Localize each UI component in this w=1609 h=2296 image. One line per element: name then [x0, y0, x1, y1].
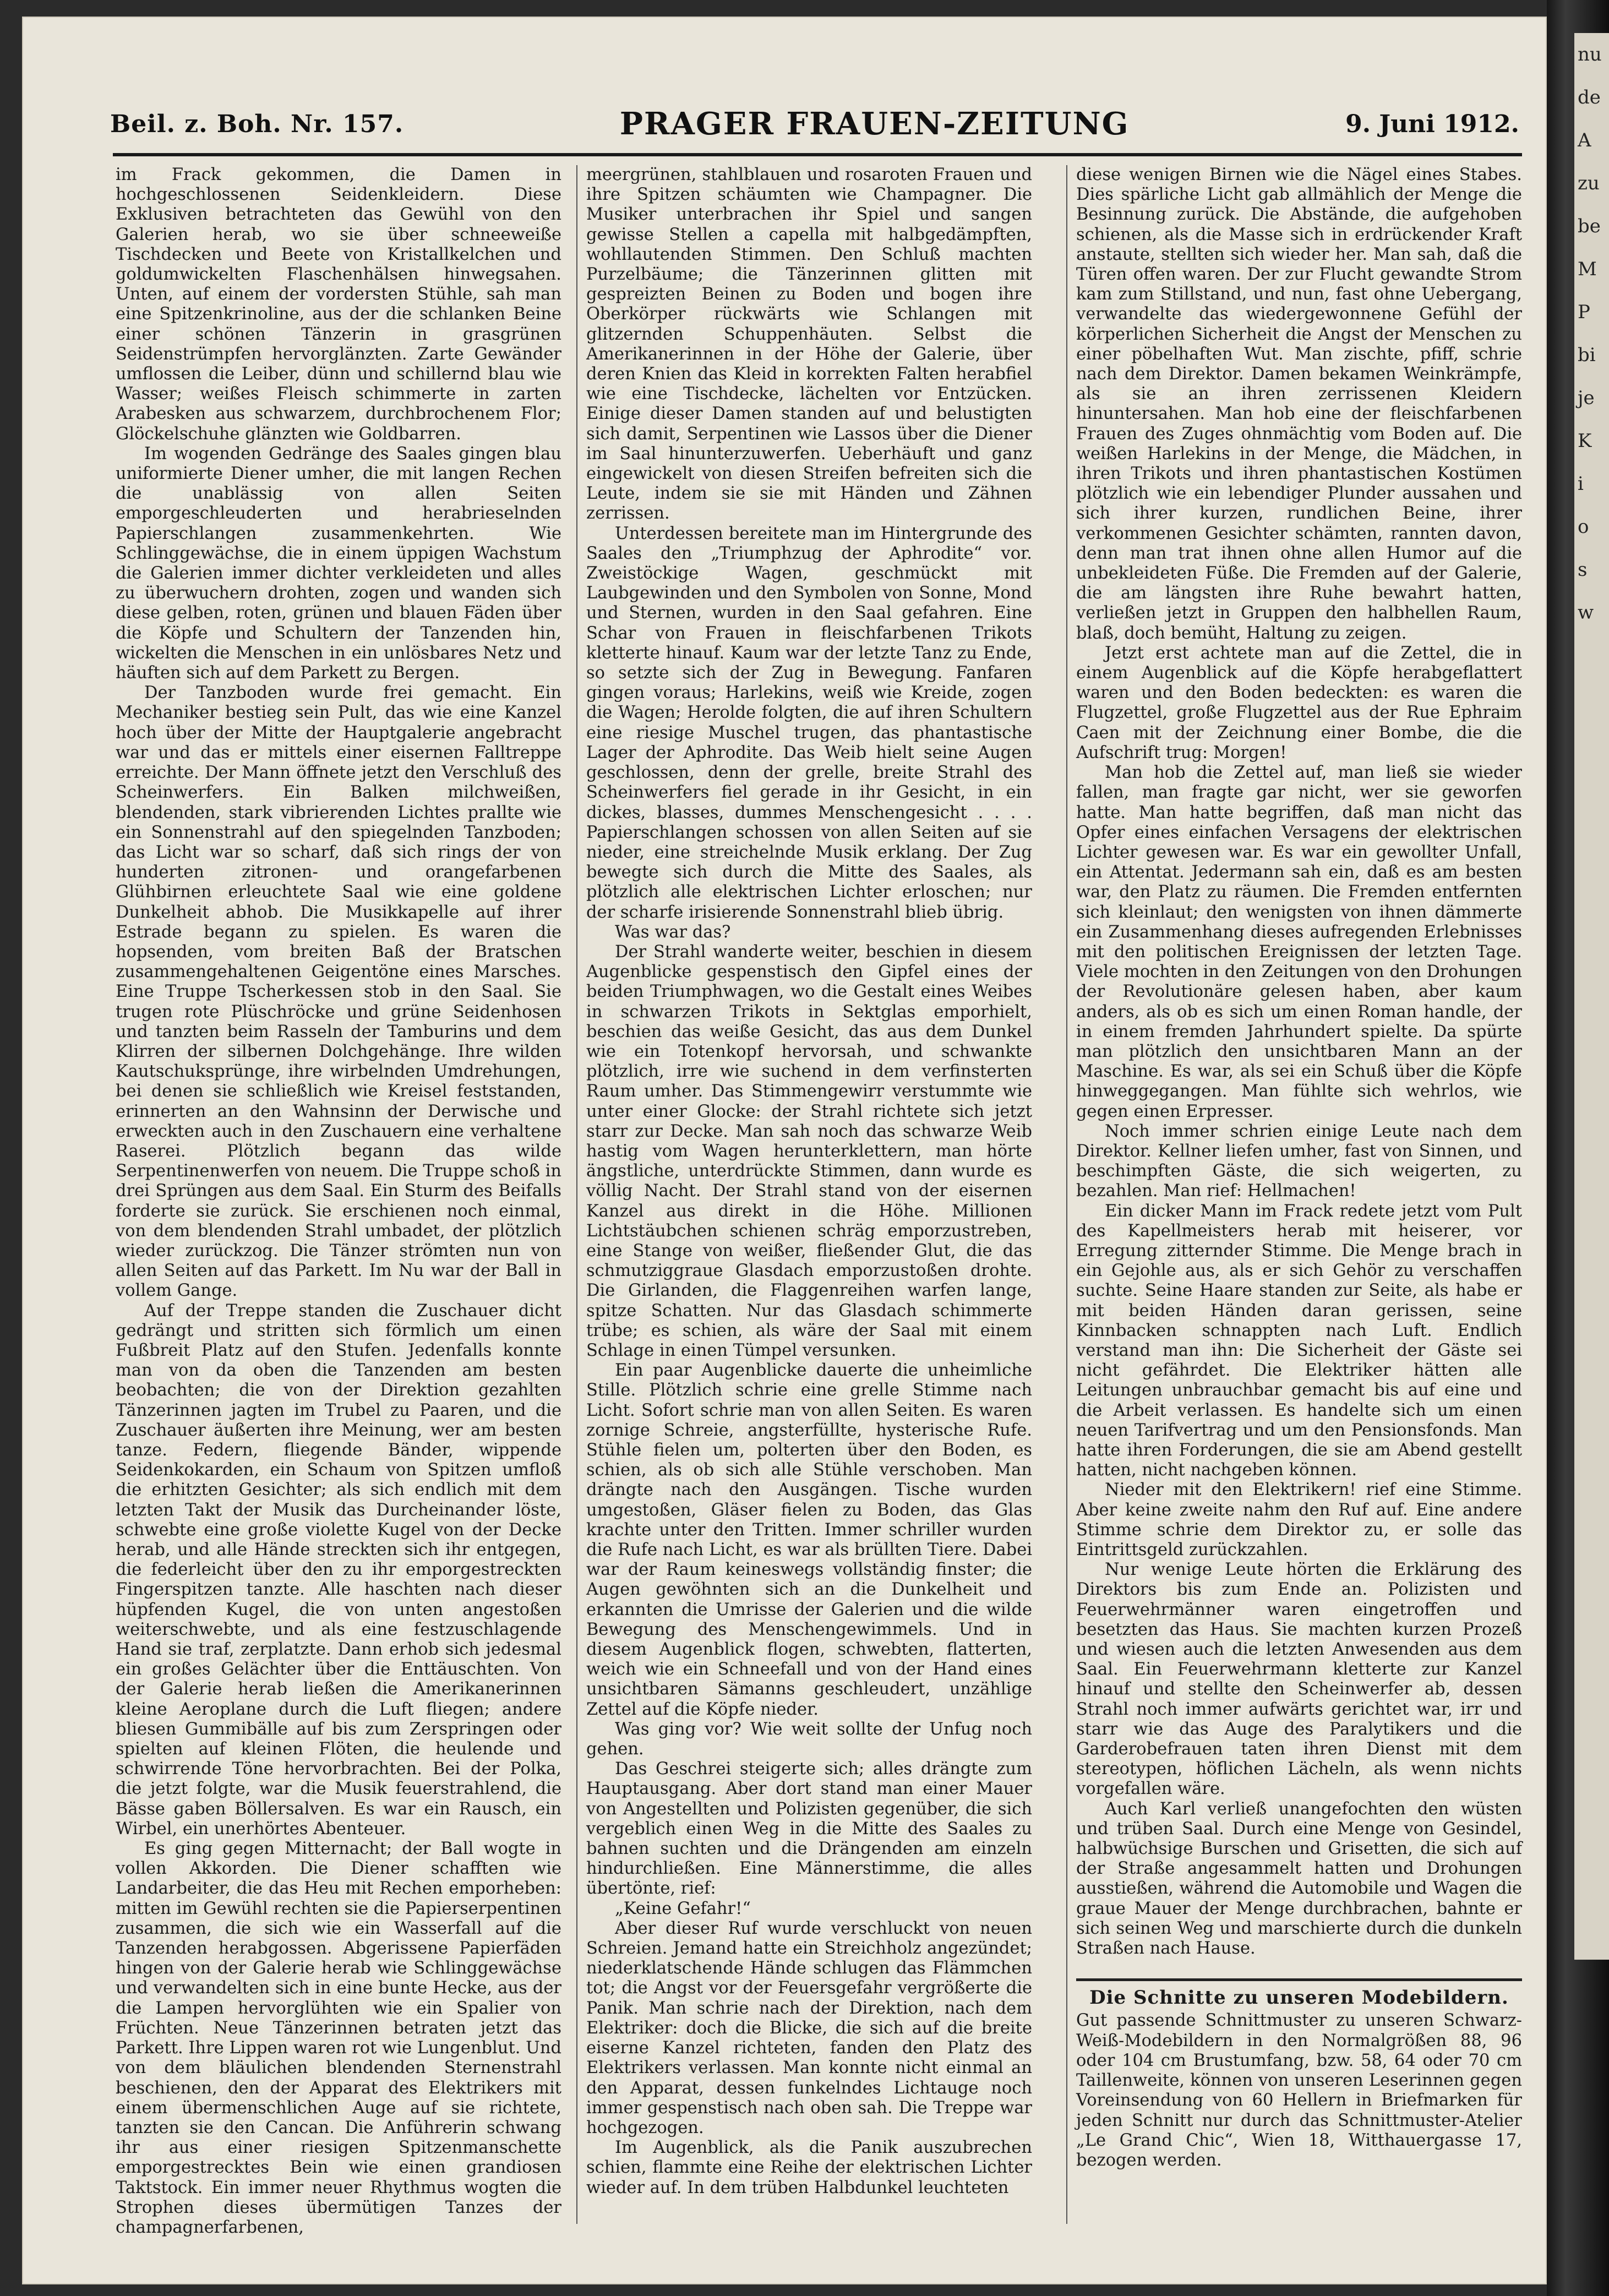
edge-fragment-text: A — [1578, 129, 1591, 151]
paragraph: Unterdessen bereitete man im Hintergrunde des Saales den „Triumphzug der Aphrodite“ vor. Zweistöckige Wagen, geschmückt mit Laubgewinden und den Symbolen von Sonne, Mond und Sternen, wurden in den Saal gefahren. Eine Schar von Frauen in fleischfarbenen Trikots kletterte hinauf. Kaum war der letzte Tanz zu Ende, so setzte sich der Zug in Bewegung. Fanfaren gingen voraus; Harlekins, weiß wie Kreide, zogen die Wagen; Herolde folgten, die auf ihren Schultern eine riesige Muschel trugen, das phantastische Lager der Aphrodite. Das Weib hielt seine Augen geschlossen, denn der grelle, breite Strahl des Scheinwerfers fiel gerade in ihr Gesicht, in ein dickes, blasses, dummes Menschengesicht . . . . Papierschlangen schossen von allen Seiten auf sie nieder, eine streichelnde Musik erklang. Der Zug bewegte sich durch die Mitte des Saales, als plötzlich alle elektrischen Lichter erloschen; nur der scharfe irisierende Sonnenstrahl blieb übrig. — [586, 523, 1032, 922]
paragraph: Im wogenden Gedränge des Saales gingen blau uniformierte Diener umher, die mit langen Rechen die unablässig von allen Seiten emporgeschleuderten und herabrieselnden Papierschlangen zusammenkehrten. Wie Schlinggewächse, die in einem üppigen Wachstum die Galerien immer dichter verkleideten und alles zu überwuchern drohten, zogen und wanden sich diese gelben, roten, grünen und blauen Fäden über die Köpfe und Schultern der Tanzenden hin, wickelten die Menschen in ein unlösbares Netz und häuften sich auf dem Parkett zu Bergen. — [116, 444, 561, 683]
text-column-2 — [586, 165, 1032, 2224]
header-rule — [113, 153, 1522, 156]
newspaper-title: PRAGER FRAUEN-ZEITUNG — [619, 106, 1130, 142]
paragraph: meergrünen, stahlblauen und rosaroten Frauen und ihre Spitzen schäumten wie Champagner. Die Musiker unterbrachen ihr Spiel und sangen gewisse Stellen a capella mit halbgedämpften, wohllautenden Stimmen. Den Schluß machten Purzelbäume; die Tänzerinnen glitten mit gespreizten Beinen zu Boden und bogen ihre Oberkörper rückwärts wie Schlangen mit glitzernden Schuppenhäuten. Selbst die Amerikanerinnen in der Höhe der Galerie, über deren Knien das Kleid in korrekten Falten herabfiel wie eine Tischdecke, lächelten vor Entzücken. Einige dieser Damen standen auf und belustigten sich damit, Serpentinen wie Lassos über die Diener im Saal hinunterzuwerfen. Ueberhäuft und ganz eingewickelt von diesen Streifen befreiten sich die Leute, indem sie sie mit Händen und Zähnen zerrissen. — [586, 165, 1032, 523]
paragraph: Der Tanzboden wurde frei gemacht. Ein Mechaniker bestieg sein Pult, das wie eine Kanzel hoch über der Mitte der Hauptgalerie angebracht war und das er mittels einer eisernen Falltreppe erreichte. Der Mann öffnete jetzt den Verschluß des Scheinwerfers. Ein Balken milchweißen, blendenden, stark vibrierenden Lichtes prallte wie ein Sonnenstrahl auf den spiegelnden Tanzboden; das Licht war so scharf, daß sich rings der von hunderten zitronen- und orangefarbenen Glühbirnen erleuchtete Saal wie eine goldene Dunkelheit abhob. Die Musikkapelle auf ihrer Estrade begann zu spielen. Es waren die hopsenden, vom breiten Baß der Bratschen zusammengehaltenen Geigentöne eines Marsches. Eine Truppe Tscherkessen stob in den Saal. Sie trugen rote Plüschröcke und grüne Seidenhosen und tanzten beim Rasseln der Tamburins und dem Klirren der silbernen Dolchgehänge. Ihre wilden Kautschuksprünge, ihre wirbelnden Umdrehungen, bei denen sie schließlich wie Kreisel feststanden, erinnerten an den Wahnsinn der Derwische und erweckten auch in den Zuschauern eine verhaltene Raserei. Plötzlich begann das wilde Serpentinenwerfen von neuem. Die Truppe schoß in drei Sprüngen aus dem Saal. Ein Sturm des Beifalls forderte sie zurück. Sie erschienen noch einmal, von dem blendenden Strahl umbadet, der plötzlich wieder zurückzog. Die Tänzer strömten nun von allen Seiten auf das Parkett. Im Nu war der Ball in vollem Gange. — [116, 683, 561, 1301]
edge-fragment-text: de — [1578, 86, 1601, 108]
issue-number: Beil. z. Boh. Nr. 157. — [110, 110, 404, 138]
edge-fragment-text: i — [1578, 473, 1584, 495]
paragraph: Nur wenige Leute hörten die Erklärung des Direktors bis zum Ende an. Polizisten und Feuerwehrmänner waren eingetroffen und besetzten das Haus. Sie machten kurzen Prozeß und wiesen auch die letzten Anwesenden aus dem Saal. Ein Feuerwehrmann kletterte zur Kanzel hinauf und stellte den Scheinwerfer ab, dessen Strahl noch immer aufwärts gerichtet war, irr und starr wie das Auge des Paralytikers und die Garderobefrauen taten ihren Dienst mit dem stereotypen, höflichen Lächeln, als wenn nichts vorgefallen wäre. — [1076, 1560, 1522, 1799]
paragraph: „Keine Gefahr!“ — [615, 1899, 751, 1918]
edge-fragment-text: K — [1578, 430, 1592, 452]
edge-fragment-text: w — [1578, 602, 1594, 624]
edge-fragment-text: be — [1578, 215, 1601, 237]
paragraph: Im Augenblick, als die Panik auszubrechen schien, flammte eine Reihe der elektrischen Lichter wieder auf. In dem trüben Halbdunkel leuchteten — [586, 2138, 1032, 2197]
edge-fragment-text: bi — [1578, 344, 1596, 366]
paragraph: Der Strahl wanderte weiter, beschien in diesem Augenblicke gespenstisch den Gipfel eines der beiden Triumphwagen, wo die Gestalt eines Weibes in schwarzen Trikots in Sektglas emporhielt, beschien das weiße Gesicht, das aus dem Dunkel wie ein Totenkopf hervorsah, und schwankte plötzlich, irre wie suchend in dem verfinsterten Raum umher. Das Stimmengewirr verstummte wie unter einer Glocke: der Strahl richtete sich jetzt starr zur Decke. Man sah noch das schwarze Weib hastig vom Wagen herunterklettern, man hörte ängstliche, unterdrückte Stimmen, dann wurde es völlig Nacht. Der Strahl stand von der eisernen Kanzel aus direkt in die Höhe. Millionen Lichtstäubchen schienen schräg emporzustreben, eine Stange von weißer, fließender Glut, die das schmutziggraue Glasdach emporzustoßen drohte. Die Girlanden, die Flaggenreihen warfen lange, spitze Schatten. Nur das Glasdach schimmerte trübe; es schien, als wäre der Saal mit einem Schlage in einen Tümpel versunken. — [586, 942, 1032, 1360]
notice-title: Die Schnitte zu unseren Modebildern. — [1089, 1987, 1509, 2009]
paragraph: Auch Karl verließ unangefochten den wüsten und trüben Saal. Durch eine Menge von Gesindel, halbwüchsige Burschen und Grisetten, die sich auf der Straße angesammelt hatten und Drohungen ausstießen, während die Automobile und Wagen die graue Mauer der Menge durchbrachen, bahnte er sich seinen Weg und marschierte durch die dunkeln Straßen nach Hause. — [1076, 1799, 1522, 1959]
text-column-1 — [116, 165, 561, 2237]
notice-text: Gut passende Schnittmuster zu unseren Schwarz-Weiß-Modebildern in den Normalgrößen 88, 96 oder 104 cm Brustumfang, bzw. 58, 64 oder 70 cm Taillenweite, können von unseren Leserinnen gegen Voreinsendung von 60 Hellern in Briefmarken für jeden Schnitt nur durch das Schnittmuster-Atelier „Le Grand Chic“, Wien 18, Witthauergasse 17, bezogen werden. — [1076, 2011, 1522, 2170]
paragraph: Nieder mit den Elektrikern! rief eine Stimme. Aber keine zweite nahm den Ruf auf. Eine andere Stimme schrie dem Direktor zu, er solle das Eintrittsgeld zurückzahlen. — [1076, 1480, 1522, 1560]
paragraph: Was war das? — [615, 922, 731, 942]
page-header — [110, 99, 1519, 149]
paragraph: Noch immer schrien einige Leute nach dem Direktor. Kellner liefen umher, fast von Sinnen, und beschimpften Gäste, die sich weigerten, zu bezahlen. Man rief: Hellmachen! — [1076, 1121, 1522, 1201]
edge-fragment-text: o — [1578, 516, 1589, 538]
column-divider-1 — [576, 165, 577, 2224]
paragraph: diese wenigen Birnen wie die Nägel eines Stabes. Dies spärliche Licht gab allmählich der Menge die Besinnung zurück. Die Abstände, die aufgehoben schienen, als die Masse sich in erdrückender Kraft anstaute, stellten sich wieder her. Man sah, daß die Türen offen waren. Der zur Flucht gewandte Strom kam zum Stillstand, und nun, fast ohne Uebergang, verwandelte das wiedergewonnene Gefühl der körperlichen Sicherheit die Angst der Menschen zu einer pöbelhaften Wut. Man zischte, pfiff, schrie nach dem Direktor. Damen bekamen Weinkrämpfe, als sie an ihren zerrissenen Kleidern hinuntersahen. Man hob eine der fleischfarbenen Frauen des Zuges ohnmächtig vom Boden auf. Die weißen Harlekins in der Menge, die Mädchen, in ihren Trikots und ihren phantastischen Kostümen plötzlich wie ein lebendiger Plunder aussahen und sich ihrer kurzen, rundlichen Beine, ihrer verkommenen Gesichter schämten, rannten davon, denn man trat ihnen ohne allen Humor auf die unbekleideten Füße. Die Fremden auf der Galerie, die am längsten ihre Ruhe bewahrt hatten, verließen jetzt in Gruppen den halbhellen Raum, blaß, doch bemüht, Haltung zu zeigen. — [1076, 165, 1522, 643]
edge-fragment-text: zu — [1578, 172, 1600, 194]
edge-fragment-text: je — [1578, 387, 1595, 409]
edge-fragment-text: s — [1578, 559, 1588, 581]
paragraph: Was ging vor? Wie weit sollte der Unfug noch gehen. — [586, 1719, 1032, 1759]
paragraph: Jetzt erst achtete man auf die Zettel, die in einem Augenblick auf die Köpfe herabgeflattert waren und den Boden bedeckten: es waren die Flugzettel, große Flugzettel aus der Rue Ephraim Caen mit der Zeichnung einer Bombe, die die Aufschrift trug: Morgen! — [1076, 643, 1522, 762]
paragraph: Aber dieser Ruf wurde verschluckt von neuen Schreien. Jemand hatte ein Streichholz angezündet; niederklatschende Hände schlugen das Flämmchen tot; die Angst vor der Feuersgefahr vergrößerte die Panik. Man schrie nach der Direktion, nach dem Elektriker: doch die Blicke, die sich auf die breite eiserne Kanzel richteten, fanden den Platz des Elektrikers verlassen. Man konnte nicht einmal an den Apparat, dessen funkelndes Lichtauge noch immer gespenstisch nach oben sah. Die Treppe war hochgezogen. — [586, 1918, 1032, 2137]
pattern-notice-box — [1076, 1978, 1522, 2170]
paragraph: Auf der Treppe standen die Zuschauer dicht gedrängt und stritten sich förmlich um einen Fußbreit Platz auf den Stufen. Jedenfalls konnte man von da oben die Tanzenden am besten beobachten; die von der Direktion gezahlten Tänzerinnen jagten im Trubel zu Paaren, und die Zuschauer äußerten ihre Meinung, wer am besten tanze. Federn, fliegende Bänder, wippende Seidenkokarden, ein Schaum von Spitzen umfloß die erhitzten Gesichter; als sich endlich mit dem letzten Takt der Musik das Durcheinander löste, schwebte eine große violette Kugel von der Decke herab, und alle Hände streckten sich ihr entgegen, die federleicht über den zu ihr emporgestreckten Fingerspitzen tanzte. Alle haschten nach dieser hüpfenden Kugel, die von unten angestoßen weiterschwebte, und als eine festzuschlagende Hand sie traf, zerplatzte. Dann erhob sich jedesmal ein großes Gelächter über die Enttäuschten. Von der Galerie herab ließen die Amerikanerinnen kleine Aeroplane durch die Luft fliegen; andere bliesen Gummibälle auf bis zum Zerspringen oder spielten auf kleinen Flöten, die heulende und schwirrende Töne hervorbrachten. Bei der Polka, die jetzt folgte, war die Musik feuerstrahlend, die Bässe gaben Böllersalven. Es war ein Rausch, ein Wirbel, ein unerhörtes Abenteuer. — [116, 1301, 561, 1839]
text-column-3 — [1076, 165, 1522, 2224]
paragraph: Ein dicker Mann im Frack redete jetzt vom Pult des Kapellmeisters herab mit heiserer, vor Erregung zitternder Stimme. Die Menge brach in ein Gejohle aus, als er sich Gehör zu verschaffen suchte. Seine Haare standen zur Seite, als habe er mit beiden Händen daran gerissen, seine Kinnbacken schnappten nach Luft. Endlich verstand man ihn: Die Sicherheit der Gäste sei nicht gefährdet. Die Elektriker hätten alle Leitungen unbrauchbar gemacht bis auf eine und die Arbeit verlassen. Es handelte sich um einen neuen Tarifvertrag und um den Pensionsfonds. Man hatte ihren Forderungen, die sie am Abend gestellt hatten, nicht nachgeben können. — [1076, 1201, 1522, 1480]
paragraph: Es ging gegen Mitternacht; der Ball wogte in vollen Akkorden. Die Diener schafften wie Landarbeiter, die das Heu mit Rechen emporheben: mitten im Gewühl rechten sie die Papierserpentinen zusammen, die sich wie ein Wasserfall auf die Tanzenden herabgossen. Abgerissene Papierfäden hingen von der Galerie herab wie Schlinggewächse und verwandelten sich in eine bunte Hecke, aus der die Lampen hervorglühten wie ein Spalier von Früchten. Neue Tänzerinnen betraten jetzt das Parkett. Ihre Lippen waren rot wie Lungenblut. Und von dem bläulichen blendenden Sternenstrahl beschienen, den der Apparat des Elektrikers mit einem übermenschlichen Auge auf sie richtete, tanzten sie den Cancan. Die Anführerin schwang ihr aus einer riesigen Spitzenmanschette emporgestrecktes Bein wie einen grandiosen Taktstock. Ein immer neuer Rhythmus wogten die Strophen dieses übermütigen Tanzes der champagnerfarbenen, — [116, 1839, 561, 2237]
paragraph: Man hob die Zettel auf, man ließ sie wieder fallen, man fragte gar nicht, wer sie geworfen hatte. Man hatte begriffen, daß man nicht das Opfer eines einfachen Versagens der elektrischen Lichter gewesen war. Es war ein gewollter Unfall, ein Attentat. Jedermann sah ein, daß es am besten war, den Platz zu räumen. Die Fremden entfernten sich kleinlaut; den wenigsten von ihnen dämmerte ein Zusammenhang dieses aufregenden Erlebnisses mit den politischen Ereignissen der letzten Tage. Viele mochten in den Zeitungen von den Drohungen der Revolutionäre gelesen haben, aber kaum anders, als ob es sich um einen Roman handle, der in einem fremden Jahrhundert spielte. Da spürte man plötzlich den unsichtbaren Mann an der Maschine. Es war, als sei ein Schuß über die Köpfe hinweggegangen. Man fühlte sich wehrlos, wie gegen einen Erpresser. — [1076, 763, 1522, 1121]
edge-fragment-text: nu — [1578, 43, 1602, 66]
edge-fragment-text: P — [1578, 301, 1590, 323]
column-divider-2 — [1066, 165, 1067, 2224]
paragraph: Ein paar Augenblicke dauerte die unheimliche Stille. Plötzlich schrie eine grelle Stimme nach Licht. Sofort schrie man von allen Seiten. Es waren zornige Schreie, angsterfüllte, hysterische Rufe. Stühle fielen um, polterten über den Boden, es schien, als ob sich alle Stühle verschoben. Man drängte nach den Ausgängen. Tische wurden umgestoßen, Gläser fielen zu Boden, das Glas krachte unter den Tritten. Immer schriller wurden die Rufe nach Licht, es war als brüllten Tiere. Dabei war der Raum keineswegs vollständig finster; die Augen gewöhnten sich an die Dunkelheit und erkannten die Umrisse der Galerien und die wilde Bewegung des Menschengewimmels. Und in diesem Augenblick flogen, schwebten, flatterten, weich wie ein Schneefall und von der Hand eines unsichtbaren Sämanns geschleudert, unzählige Zettel auf die Köpfe nieder. — [586, 1361, 1032, 1719]
edge-fragment-text: M — [1578, 258, 1597, 280]
next-page-fragment — [1574, 33, 1609, 1960]
issue-date: 9. Juni 1912. — [1345, 110, 1519, 138]
paragraph: im Frack gekommen, die Damen in hochgeschlossenen Seidenkleidern. Diese Exklusiven betrachteten das Gewühl von den Galerien herab, wo sie über schneeweiße Tischdecken und Beete von Kristallkelchen und goldumwickelten Flaschenhälsen hinwegsahen. Unten, auf einem der vordersten Stühle, sah man eine Spitzenkrinoline, aus der die schlanken Beine einer schönen Tänzerin in grasgrünen Seidenstrümpfen hervorglänzten. Zarte Gewänder umflossen die Leiber, dünn und schillernd blau wie Wasser; weißes Fleisch schimmerte in zarten Arabesken aus schwarzem, durchbrochenem Flor; Glöckelschuhe glänzten wie Goldbarren. — [116, 165, 561, 444]
paragraph: Das Geschrei steigerte sich; alles drängte zum Hauptausgang. Aber dort stand man einer Mauer von Angestellten und Polizisten gegenüber, die sich vergeblich einen Weg in die Mitte des Saales zu bahnen suchten und die Drängenden am einzeln hindurchließen. Eine Männerstimme, die alles übertönte, rief: — [586, 1759, 1032, 1899]
